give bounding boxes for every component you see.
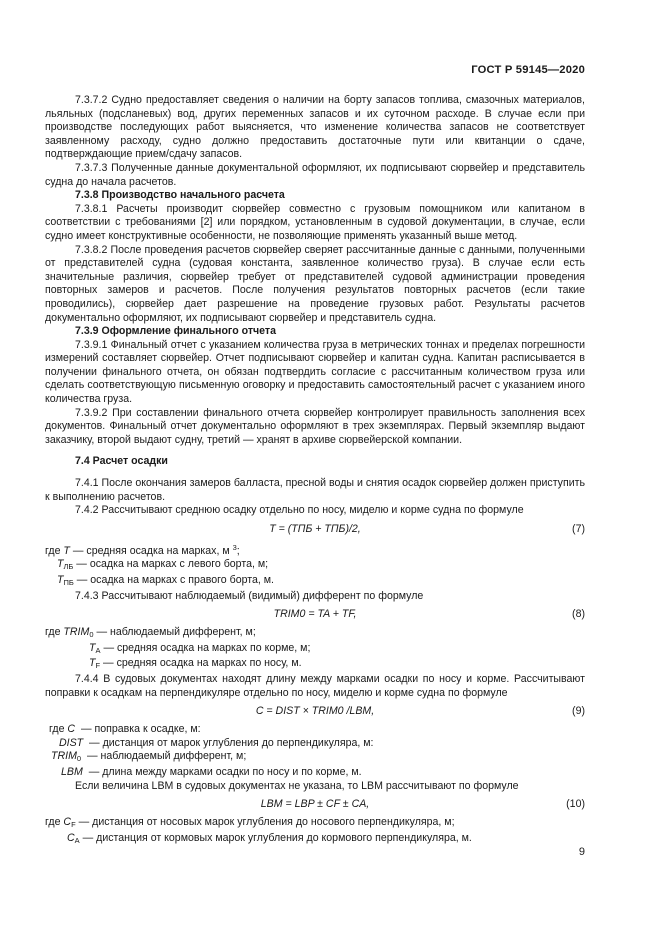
definition-TA: $T_A$ — средняя осадка на марках по корме, м; bbox=[89, 641, 311, 655]
definition-T: где T — средняя осадка на марках, м $^3$; bbox=[45, 542, 240, 557]
definition-CA: $C_A$ — дистанция от кормовых марок углубления до кормового перпендикуляра, м. bbox=[67, 831, 472, 845]
equation-8 bbox=[45, 607, 585, 621]
paragraph-7-3-9-1: 7.3.9.1 Финальный отчет с указанием количества груза в метрических тоннах и пределах погрешности измерений составляет сюрвейер. Отчет подписывают сюрвейер и капитан судна. Капитан расписывается в получении финального отчета, он обязан подтвердить согласие с рассчитанным количеством груза или сделать соответствующую письменную оговорку и предоставить самостоятельный расчет с указанием иного количества груза. bbox=[45, 338, 585, 406]
definition-TRIM0: $TRIM_0$ — наблюдаемый дифферент, м; bbox=[51, 750, 247, 764]
equation-8-number: (8) bbox=[572, 608, 585, 621]
heading-7-4: 7.4 Расчет осадки bbox=[75, 455, 168, 468]
heading-7-3-8: 7.3.8 Производство начального расчета bbox=[75, 189, 285, 202]
equation-8-formula: TRIM0 = TA + TF, bbox=[273, 608, 357, 621]
definition-T-lb: $T_{ЛБ}$ — осадка на марках с левого борта, м; bbox=[57, 558, 269, 572]
equation-9 bbox=[45, 704, 585, 718]
definition-DIST: DIST — дистанция от марок углубления до перпендикуляра, м: bbox=[59, 736, 374, 749]
page-content bbox=[45, 94, 585, 847]
page-number: 9 bbox=[578, 846, 585, 858]
equation-7-number: (7) bbox=[572, 522, 585, 535]
paragraph-7-3-7-3: 7.3.7.3 Полученные данные документальной оформляют, их подписывают сюрвейер и представитель судна до начала расчетов. bbox=[45, 161, 585, 188]
paragraph-7-4-1: 7.4.1 После окончания замеров балласта, пресной воды и снятия осадок сюрвейер должен приступить к выполнению расчетов. bbox=[45, 477, 585, 503]
paragraph-7-4-5: Если величина LBM в судовых документах не указана, то LBM рассчитывают по формуле bbox=[75, 779, 519, 792]
equation-10 bbox=[45, 797, 585, 811]
definition-T-pb: $T_{ПБ}$ — осадка на марках с правого борта, м. bbox=[57, 574, 274, 587]
paragraph-7-4-4: 7.4.4 В судовых документах находят длину между марками осадки по носу и корме. Рассчитывают поправки к осадкам на перпендикуляре отдельно по носу, миделю и корме судна по формуле bbox=[45, 672, 585, 699]
equation-10-number: (10) bbox=[566, 798, 585, 811]
definition-TF: $T_F$ — средняя осадка на марках по носу, м. bbox=[89, 657, 302, 671]
definition-CF: где $C_F$ — дистанция от носовых марок углубления до носового перпендикуляра, м; bbox=[45, 816, 455, 830]
equation-7-formula: T = (TПБ + TПБ)/2, bbox=[269, 522, 361, 535]
equation-9-number: (9) bbox=[572, 705, 585, 718]
paragraph-7-3-9-2: 7.3.9.2 При составлении финального отчета сюрвейер контролирует правильность заполнения всех документов. Финальный отчет документально оформляют в трех экземплярах. Первый экземпляр выдают заказчику, второй выдают судну, третий — хранят в архиве сюрвейерской компании. bbox=[45, 406, 585, 446]
paragraph-7-4-2: 7.4.2 Рассчитывают среднюю осадку отдельно по носу, миделю и корме судна по формуле bbox=[75, 504, 524, 517]
paragraph-7-3-7-2: 7.3.7.2 Судно предоставляет сведения о наличии на борту запасов топлива, смазочных материалов, льяльных (подсланевых) вод, других переменных запасов и их суточном расходе. В случае если при производстве последующих работ выясняется, что изменение количества запасов не соответствует заявленному расходу, судно должно предоставить достаточные пути или квитанции о сдаче, подтверждающие прием/сдачу запасов. bbox=[45, 94, 585, 161]
equation-9-formula: C = DIST × TRIM0 /LBM, bbox=[255, 705, 375, 718]
definition-TRIM: где $TRIM_0$ — наблюдаемый дифферент, м; bbox=[45, 626, 256, 640]
equation-7 bbox=[45, 522, 585, 536]
equation-10-formula: LBM = LBP ± CF ± CA, bbox=[260, 798, 370, 811]
definition-C: где C — поправка к осадке, м: bbox=[49, 723, 201, 736]
definition-LBM: LBM — длина между марками осадки по носу и по корме, м. bbox=[61, 765, 362, 778]
heading-7-3-9: 7.3.9 Оформление финального отчета bbox=[75, 325, 276, 338]
paragraph-7-4-3: 7.4.3 Рассчитывают наблюдаемый (видимый) дифферент по формуле bbox=[75, 589, 424, 602]
paragraph-7-3-8-1: 7.3.8.1 Расчеты производит сюрвейер совместно с грузовым помощником или капитаном в соответствии с требованиями [2] или порядком, установленным в судовой документации, в случае, если судно имеет конструктивные особенности, не позволяющие применять указанный выше метод. bbox=[45, 202, 585, 242]
paragraph-7-3-8-2: 7.3.8.2 После проведения расчетов сюрвейер сверяет рассчитанные данные с данными, полученными от представителей судна (судовая константа, заявленное количество груза). В случае если есть значительные различия, сюрвейер требует от представителей судовой администрации проведения повторных замеров и расчетов. После получения результатов повторных расчетов (если такие проводились), сюрвейер дает разрешение на проведение грузовых работ. Результаты расчетов документально оформляют, их подписывают сюрвейер и представитель судна. bbox=[45, 243, 585, 324]
standard-header: ГОСТ Р 59145—2020 bbox=[471, 64, 585, 76]
